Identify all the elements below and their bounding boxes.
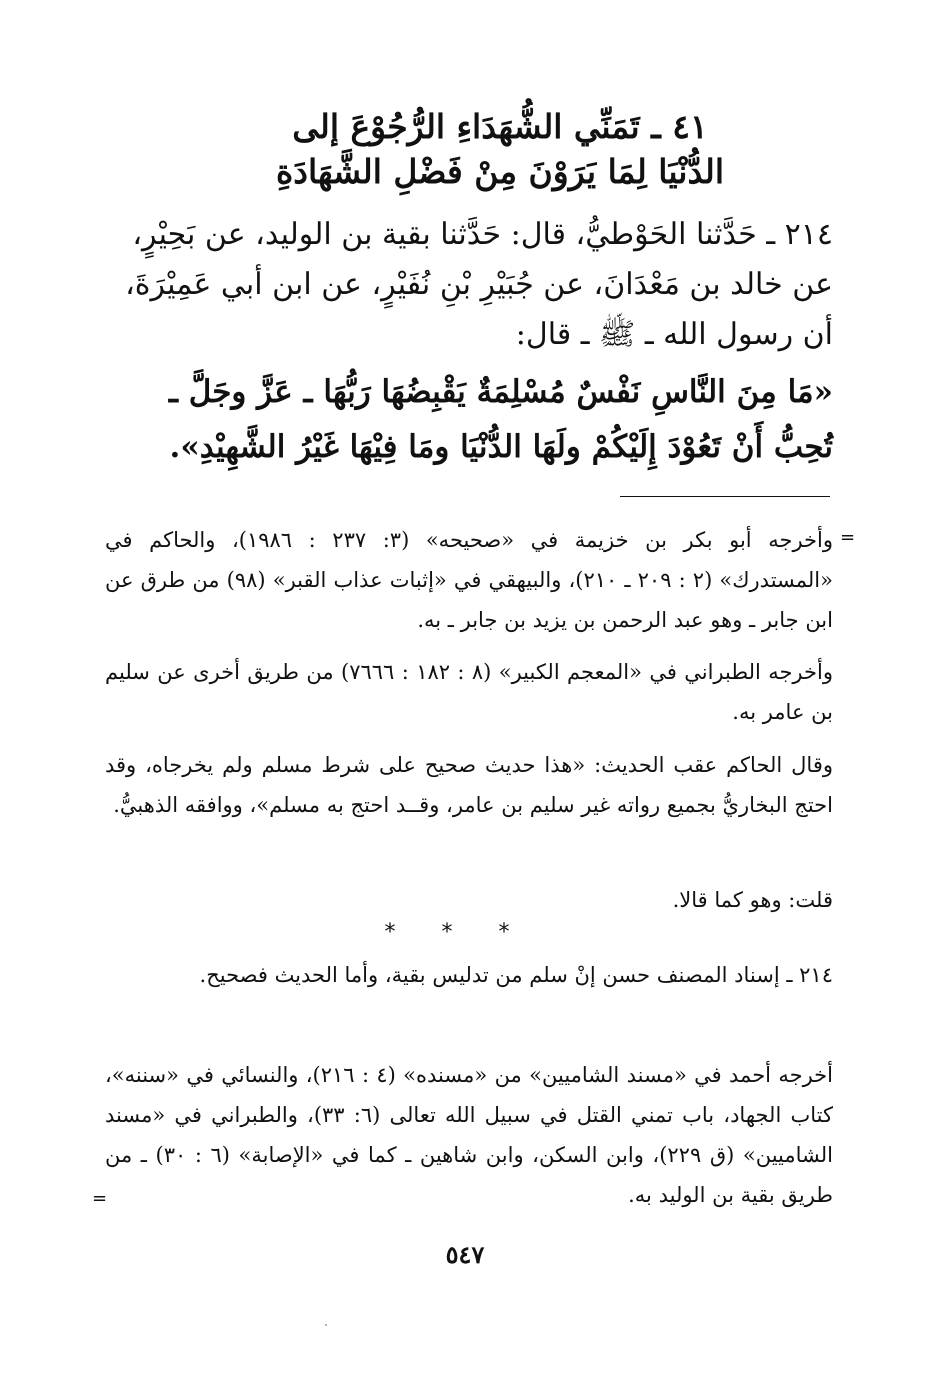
hadith-isnad: ٢١٤ ـ حَدَّثنا الحَوْطيُّ، قال: حَدَّثنا بقية بن الوليد، عن بَحِيْرٍ، عن خالد بن مَعْدَانَ، عن جُبَيْرِ بْنِ نُفَيْرٍ، عن ابن أبي عَمِيْرَةَ، أن رسول الله ـ ﷺ ـ قال: [125, 217, 833, 352]
print-speck [325, 1324, 327, 1326]
footnote-paragraph: أخرجه أحمد في «مسند الشاميين» من «مسنده» (٤ : ٢١٦)، والنسائي في «سننه»، كتاب الجهاد، باب تمني القتل في سبيل الله تعالى (٦: ٣٣)، والطبراني في «مسند الشاميين» (ق ٢٢٩)، وابن السكن، وابن شاهين ـ كما في «الإصابة» (٦ : ٣٠) ـ من طريق بقية بن الوليد به. [105, 1063, 833, 1207]
chapter-title-line1: ٤١ ـ تَمَنِّي الشُّهَدَاءِ الرُّجُوْعَ إلى [292, 107, 708, 146]
footnote-paragraph: وأخرجه الطبراني في «المعجم الكبير» (٨ : ١٨٢ : ٧٦٦٦) من طريق أخرى عن سليم بن عامر به. [105, 660, 833, 724]
hadith-matn: «مَا مِنَ النَّاسِ نَفْسٌ مُسْلِمَةٌ يَقْبِضُهَا رَبُّهَا ـ عَزَّ وجَلَّ ـ تُحِبُّ أَنْ تَعُوْدَ إِلَيْكُمْ ولَهَا الدُّنْيَا ومَا فِيْهَا غَيْرُ الشَّهِيْدِ». [168, 374, 833, 465]
footnote-paragraph: وأخرجه أبو بكر بن خزيمة في «صحيحه» (٣: ٢٣٧ : ١٩٨٦)، والحاكم في «المستدرك» (٢ : ٢٠٩ ـ ٢١٠)، والبيهقي في «إثبات عذاب القبر» (٩٨) من طرق عن ابن جابر ـ وهو عبد الرحمن بن يزيد بن جابر ـ به. [105, 528, 833, 632]
page-number: ٥٤٧ [445, 1240, 485, 1269]
continuation-mark-bottom: = [92, 1188, 108, 1209]
footnote-paragraph: قلت: وهو كما قالا. [672, 888, 833, 912]
section-divider-stars: *** [384, 920, 556, 945]
footnote-separator [620, 496, 830, 497]
chapter-title-line2: الدُّنْيَا لِمَا يَرَوْنَ مِنْ فَضْلِ الشَّهَادَةِ [275, 152, 725, 191]
continuation-mark-top: = [840, 527, 856, 548]
footnote-paragraph: وقال الحاكم عقب الحديث: «هذا حديث صحيح على شرط مسلم ولم يخرجاه، وقد احتج البخاريُّ بجميع رواته غير سليم بن عامر، وقــد احتج به مسلم»، ووافقه الذهبيُّ. [105, 753, 833, 817]
footnote-paragraph: ٢١٤ ـ إسناد المصنف حسن إنْ سلم من تدليس بقية، وأما الحديث فصحيح. [199, 963, 833, 987]
